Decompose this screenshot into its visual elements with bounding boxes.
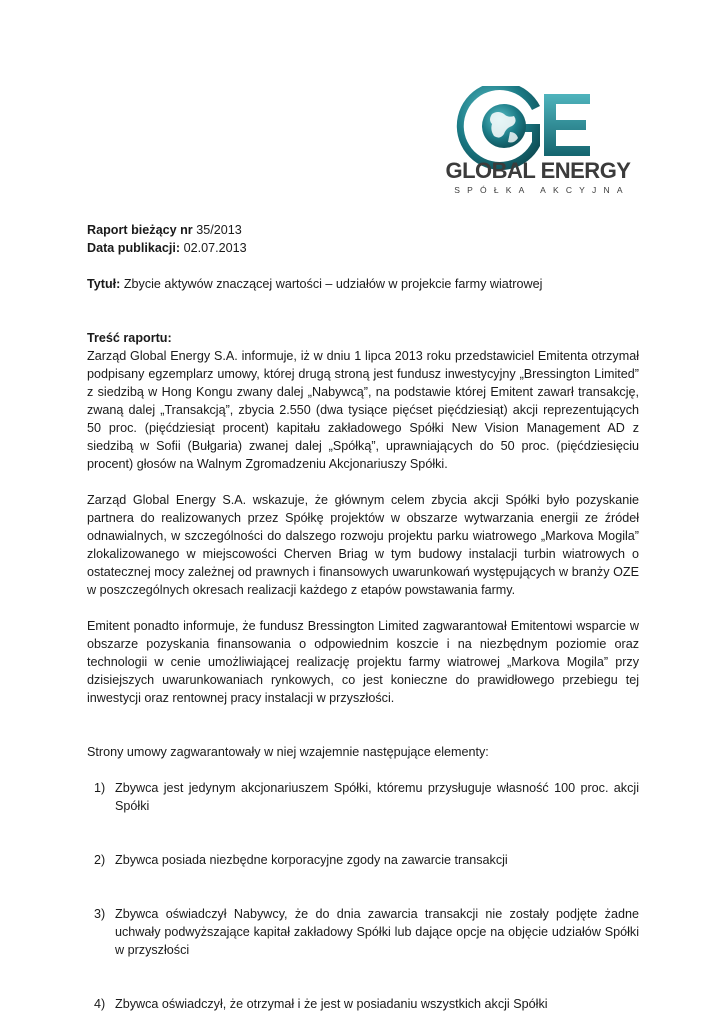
list-item-text: Zbywca posiada niezbędne korporacyjne zgody na zawarcie transakcji <box>115 853 508 867</box>
list-item-number: 1) <box>94 781 106 795</box>
report-content-label: Treść raportu: <box>87 331 172 345</box>
list-item-number: 2) <box>94 853 106 867</box>
paragraph-2: Zarząd Global Energy S.A. wskazuje, że głównym celem zbycia akcji Spółki było pozyskanie partnera do realizowanych przez Spółkę projektów w obszarze wytwarzania energii ze źródeł odnawialnych, w szczególności do dalszego rozwoju projektu parku wiatrowego „Markova Mogila” zlokalizowanego w miejscowości Cherven Briag w tym budowy instalacji turbin wiatrowych o ostatecznej mocy zależnej od prawnych i finansowych uwarunkowań występujących w branży OZE w poszczególnych okresach realizacji każdego z etapów powstawania farmy. <box>87 493 639 597</box>
report-content <box>87 221 639 1013</box>
company-logo <box>440 86 636 198</box>
list-item <box>87 779 639 815</box>
publication-date-line <box>87 239 639 257</box>
list-item <box>87 995 639 1013</box>
list-item <box>87 905 639 959</box>
paragraph-3: Emitent ponadto informuje, że fundusz Bressington Limited zagwarantował Emitentowi wsparcie w obszarze pozyskania finansowania o odpowiednim koszcie i na niezbędnym poziomie oraz technologii w cenie umożliwiającej realizację projektu farmy wiatrowej „Markova Mogila” przy dzisiejszych uwarunkowaniach rynkowych, co jest konieczne do prawidłowego przebiegu tej inwestycji oraz rentownej pracy instalacji w przyszłości. <box>87 619 639 705</box>
report-title-value: Zbycie aktywów znaczącej wartości – udziałów w projekcie farmy wiatrowej <box>123 277 543 291</box>
report-number-value: 35/2013 <box>196 223 242 237</box>
list-item-text: Zbywca jest jedynym akcjonariuszem Spółki, któremu przysługuje własność 100 proc. akcji Spółki <box>115 781 639 813</box>
list-item-number: 4) <box>94 997 106 1011</box>
global-energy-logo-graphic <box>440 86 636 198</box>
list-item-text: Zbywca oświadczył Nabywcy, że do dnia zawarcia transakcji nie zostały podjęte żadne uchwały podwyższające kapitał zakładowy Spółki lub dające opcje na objęcie udziałów Spółki w przyszłości <box>115 907 639 957</box>
publication-date-label: Data publikacji: <box>87 241 181 255</box>
paragraph-1: Zarząd Global Energy S.A. informuje, iż w dniu 1 lipca 2013 roku przedstawiciel Emitenta otrzymał podpisany egzemplarz umowy, której drugą stroną jest fundusz inwestycyjny „Bressington Limited” z siedzibą w Hong Kongu zwany dalej „Nabywcą”, na podstawie której Emitent zawarł transakcję, zwaną dalej „Transakcją”, zbycia 2.550 (dwa tysiące pięćset pięćdziesiąt) akcji reprezentujących 50 proc. (pięćdziesiąt procent) kapitału zakładowego Spółki New Vision Management AD z siedzibą w Sofii (Bułgaria) zwanej dalej „Spółką”, uprawniających do 50 proc. (pięćdziesięciu procent) głosów na Walnym Zgromadzeniu Akcjonariuszy Spółki. <box>87 349 639 471</box>
report-number-label: Raport bieżący nr <box>87 223 193 237</box>
guarantees-list <box>87 779 639 1013</box>
report-title-label: Tytuł: <box>87 277 121 291</box>
logo-wordmark: GLOBAL ENERGY <box>445 158 631 183</box>
list-intro: Strony umowy zagwarantowały w niej wzajemnie następujące elementy: <box>87 745 489 759</box>
e-letter-icon <box>544 94 590 156</box>
publication-date-value: 02.07.2013 <box>183 241 247 255</box>
list-item <box>87 851 639 869</box>
list-item-number: 3) <box>94 907 106 921</box>
report-title-line <box>87 275 639 293</box>
report-number-line <box>87 221 639 239</box>
logo-tagline: SPÓŁKA AKCYJNA <box>454 185 630 195</box>
list-item-text: Zbywca oświadczył, że otrzymał i że jest w posiadaniu wszystkich akcji Spółki <box>115 997 548 1011</box>
